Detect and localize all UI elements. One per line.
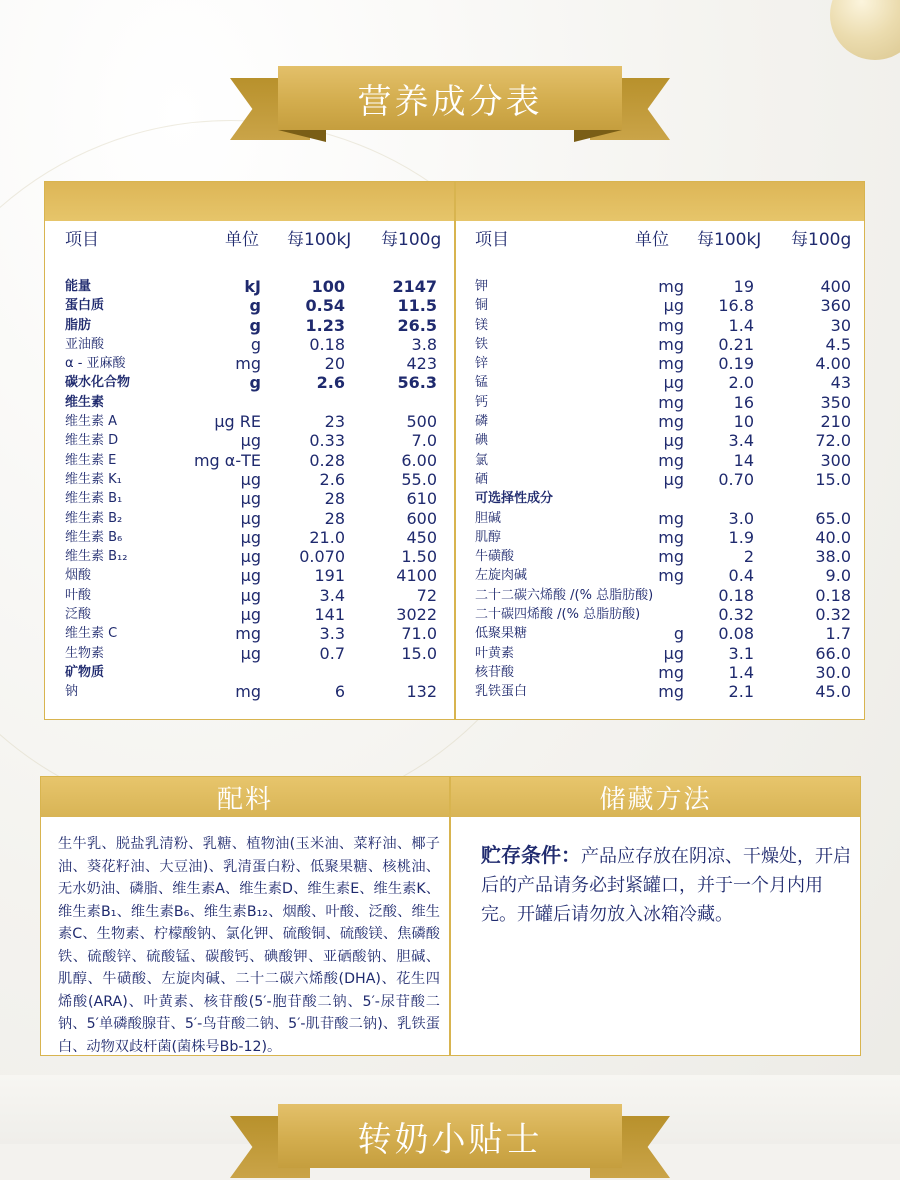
value-per-100g: 11.5 bbox=[397, 296, 437, 316]
value-per-100kj: 2.0 bbox=[728, 373, 754, 393]
nutrient-row bbox=[65, 296, 437, 315]
nutrient-name: α - 亚麻酸 bbox=[65, 356, 126, 372]
nutrient-unit: g bbox=[673, 624, 684, 644]
ingredients-text: 生牛乳、脱盐乳清粉、乳糖、植物油(玉米油、菜籽油、椰子油、葵花籽油、大豆油)、乳清蛋白粉、低聚果糖、核桃油、无水奶油、磷脂、维生素A、维生素D、维生素E、维生素K、维生素B₁、维生素B₆、维生素B₁₂、烟酸、叶酸、泛酸、维生素C、生物素、柠檬酸钠、氯化钾、硫酸铜、硫酸镁、焦磷酸铁、硫酸锌、硫酸锰、碳酸钙、碘酸钾、亚硒酸钠、胆碱、肌醇、牛磺酸、左旋肉碱、二十二碳六烯酸(DHA)、花生四烯酸(ARA)、叶黄素、核苷酸(5′-胞苷酸二钠、5′-尿苷酸二钠、5′单磷酸腺苷、5′-鸟苷酸二钠、5′-肌苷酸二钠)、乳铁蛋白、动物双歧杆菌(菌株号Bb-12)。 bbox=[58, 836, 440, 1055]
nutrient-row bbox=[65, 451, 437, 470]
nutrient-name: 烟酸 bbox=[65, 568, 92, 584]
value-per-100g: 38.0 bbox=[815, 547, 851, 567]
value-per-100g: 4.5 bbox=[825, 334, 851, 354]
nutrient-unit: μg bbox=[240, 566, 261, 586]
nutrient-unit: mg bbox=[658, 334, 684, 354]
value-per-100kj: 100 bbox=[311, 277, 345, 296]
value-per-100kj: 16 bbox=[733, 392, 754, 412]
value-per-100kj: 0.4 bbox=[728, 566, 754, 586]
header-unit: 单位 bbox=[225, 230, 259, 250]
nutrient-row bbox=[475, 643, 851, 663]
value-per-100kj: 6 bbox=[334, 682, 345, 702]
value-per-100g: 4.00 bbox=[815, 354, 851, 374]
value-per-100kj: 0.070 bbox=[299, 547, 345, 567]
nutrition-left-rows bbox=[65, 277, 437, 702]
nutrient-unit: μg bbox=[663, 469, 684, 489]
nutrient-unit: mg bbox=[658, 682, 684, 702]
nutrient-name: 蛋白质 bbox=[65, 298, 105, 314]
value-per-100kj: 0.70 bbox=[718, 469, 754, 489]
nutrient-name: 可选择性成分 bbox=[475, 491, 554, 507]
value-per-100kj: 3.4 bbox=[319, 585, 345, 605]
value-per-100g: 66.0 bbox=[815, 643, 851, 663]
nutrient-row bbox=[475, 527, 851, 547]
value-per-100kj: 3.1 bbox=[728, 643, 754, 663]
nutrient-row bbox=[475, 624, 851, 644]
header-per-100g: 每100g bbox=[791, 230, 852, 250]
value-per-100g: 610 bbox=[406, 489, 437, 509]
value-per-100g: 500 bbox=[406, 412, 437, 432]
nutrient-unit: mg bbox=[235, 354, 261, 374]
value-per-100g: 600 bbox=[406, 508, 437, 528]
storage-title: 储藏方法 bbox=[451, 777, 860, 817]
nutrient-unit: mg α-TE bbox=[193, 450, 261, 470]
value-per-100kj: 0.08 bbox=[718, 624, 754, 644]
value-per-100g: 6.00 bbox=[401, 450, 437, 470]
value-per-100g: 1.7 bbox=[825, 624, 851, 644]
value-per-100g: 72.0 bbox=[815, 431, 851, 451]
nutrient-row bbox=[475, 315, 851, 335]
value-per-100g: 423 bbox=[406, 354, 437, 374]
column-divider bbox=[454, 182, 456, 719]
header-per-100kj: 每100kJ bbox=[697, 230, 762, 250]
value-per-100g: 43 bbox=[830, 373, 851, 393]
nutrient-unit: μg bbox=[240, 527, 261, 547]
nutrient-row bbox=[65, 316, 437, 335]
value-per-100g: 400 bbox=[820, 277, 851, 296]
nutrient-unit: mg bbox=[658, 277, 684, 296]
nutrient-name: 铁 bbox=[475, 336, 489, 352]
nutrient-name: 维生素 E bbox=[65, 452, 117, 468]
nutrient-unit: μg bbox=[663, 373, 684, 393]
nutrient-row bbox=[65, 644, 437, 663]
nutrient-row bbox=[475, 450, 851, 470]
tips-title: 转奶小贴士 bbox=[278, 1104, 622, 1168]
value-per-100kj: 0.21 bbox=[718, 334, 754, 354]
nutrient-row bbox=[65, 624, 437, 643]
value-per-100g: 1.50 bbox=[401, 547, 437, 567]
nutrient-row bbox=[65, 470, 437, 489]
nutrient-row bbox=[65, 431, 437, 450]
nutrient-row bbox=[475, 489, 847, 508]
value-per-100kj: 23 bbox=[324, 412, 345, 432]
nutrient-unit: μg bbox=[663, 296, 684, 316]
ingredients-storage-panel bbox=[40, 776, 861, 1056]
nutrient-row bbox=[65, 509, 437, 528]
nutrient-name: 硒 bbox=[475, 471, 489, 487]
nutrient-unit: mg bbox=[235, 682, 261, 702]
value-per-100g: 9.0 bbox=[825, 566, 851, 586]
nutrient-unit: mg bbox=[658, 315, 684, 335]
nutrient-unit: μg RE bbox=[214, 412, 261, 432]
value-per-100g: 3.8 bbox=[411, 334, 437, 354]
nutrient-name: 矿物质 bbox=[65, 664, 105, 680]
nutrient-unit: g bbox=[249, 296, 261, 316]
value-per-100kj: 0.7 bbox=[319, 643, 345, 663]
value-per-100kj: 0.33 bbox=[309, 431, 345, 451]
nutrient-row bbox=[65, 335, 437, 354]
value-per-100kj: 1.23 bbox=[305, 315, 345, 335]
nutrient-unit: g bbox=[249, 315, 261, 335]
nutrient-row bbox=[475, 412, 851, 432]
nutrient-row bbox=[475, 566, 851, 586]
header-per-100kj: 每100kJ bbox=[287, 230, 352, 250]
nutrient-name: 锌 bbox=[475, 356, 489, 372]
nutrient-name: 锰 bbox=[475, 375, 489, 391]
value-per-100kj: 3.0 bbox=[728, 508, 754, 528]
value-per-100g: 72 bbox=[416, 585, 437, 605]
nutrient-name: 左旋肉碱 bbox=[475, 568, 528, 584]
nutrient-unit: μg bbox=[240, 585, 261, 605]
nutrient-unit: mg bbox=[658, 527, 684, 547]
value-per-100kj: 0.18 bbox=[309, 334, 345, 354]
value-per-100kj: 0.54 bbox=[305, 296, 345, 316]
value-per-100g: 2147 bbox=[392, 277, 437, 296]
header-item: 项目 bbox=[65, 230, 99, 250]
nutrient-name: 维生素 B₁₂ bbox=[65, 549, 128, 565]
nutrient-unit: mg bbox=[658, 508, 684, 528]
value-per-100g: 0.18 bbox=[815, 585, 851, 605]
value-per-100g: 450 bbox=[406, 527, 437, 547]
nutrient-row bbox=[65, 528, 437, 547]
nutrient-unit: kJ bbox=[244, 277, 261, 296]
value-per-100g: 300 bbox=[820, 450, 851, 470]
nutrient-row bbox=[65, 354, 437, 373]
nutrient-unit: μg bbox=[240, 547, 261, 567]
nutrient-name: 乳铁蛋白 bbox=[475, 684, 528, 700]
value-per-100kj: 0.18 bbox=[718, 585, 754, 605]
storage-text: 产品应存放在阴凉、干燥处，开启后的产品请务必封紧罐口，并于一个月内用完。开罐后请勿放入冰箱冷藏。 bbox=[481, 846, 851, 925]
storage-label: 贮存条件： bbox=[481, 843, 581, 867]
value-per-100kj: 10 bbox=[733, 412, 754, 432]
nutrient-name: 能量 bbox=[65, 279, 92, 294]
nutrient-name: 牛磺酸 bbox=[475, 549, 515, 565]
nutrient-row bbox=[65, 682, 437, 701]
nutrition-table bbox=[44, 181, 865, 720]
value-per-100kj: 141 bbox=[314, 605, 345, 625]
nutrient-name: 钙 bbox=[475, 394, 489, 410]
value-per-100kj: 14 bbox=[733, 450, 754, 470]
nutrient-unit: mg bbox=[658, 450, 684, 470]
value-per-100kj: 2.6 bbox=[319, 469, 345, 489]
nutrient-row bbox=[65, 373, 437, 392]
value-per-100kj: 0.32 bbox=[718, 605, 754, 625]
value-per-100kj: 1.4 bbox=[728, 315, 754, 335]
nutrient-unit: mg bbox=[658, 412, 684, 432]
nutrient-row bbox=[475, 605, 851, 625]
nutrient-name: 亚油酸 bbox=[65, 336, 105, 352]
nutrient-name: 维生素 C bbox=[65, 626, 118, 642]
value-per-100g: 30.0 bbox=[815, 662, 851, 682]
nutrient-row bbox=[475, 662, 851, 682]
value-per-100g: 3022 bbox=[396, 605, 437, 625]
value-per-100g: 0.32 bbox=[815, 605, 851, 625]
nutrient-name: 叶黄素 bbox=[475, 645, 515, 661]
value-per-100kj: 2.1 bbox=[728, 682, 754, 702]
value-per-100kj: 21.0 bbox=[309, 527, 345, 547]
value-per-100g: 210 bbox=[820, 412, 851, 432]
value-per-100kj: 28 bbox=[324, 508, 345, 528]
value-per-100g: 4100 bbox=[396, 566, 437, 586]
value-per-100kj: 2.6 bbox=[316, 373, 345, 393]
value-per-100kj: 3.3 bbox=[319, 624, 345, 644]
nutrient-name: 二十二碳六烯酸 /(% 总脂肪酸) bbox=[475, 587, 654, 603]
value-per-100g: 55.0 bbox=[401, 469, 437, 489]
nutrient-unit: μg bbox=[663, 431, 684, 451]
value-per-100kj: 3.4 bbox=[728, 431, 754, 451]
header-item: 项目 bbox=[475, 230, 509, 250]
value-per-100kj: 19 bbox=[733, 277, 754, 296]
nutrient-name: 泛酸 bbox=[65, 607, 92, 623]
nutrient-row bbox=[65, 663, 437, 682]
nutrient-row bbox=[65, 412, 437, 431]
nutrient-unit: mg bbox=[658, 547, 684, 567]
value-per-100g: 71.0 bbox=[401, 624, 437, 644]
nutrient-row bbox=[475, 392, 851, 412]
nutrient-unit: mg bbox=[235, 624, 261, 644]
value-per-100kj: 2 bbox=[743, 547, 754, 567]
value-per-100kj: 16.8 bbox=[718, 296, 754, 316]
nutrient-row bbox=[65, 586, 437, 605]
nutrient-name: 叶酸 bbox=[65, 587, 92, 603]
section-title: 营养成分表 bbox=[278, 66, 622, 130]
nutrient-unit: μg bbox=[240, 605, 261, 625]
value-per-100g: 15.0 bbox=[401, 643, 437, 663]
nutrient-row bbox=[475, 354, 851, 374]
nutrient-row bbox=[65, 393, 437, 412]
nutrient-unit: mg bbox=[658, 662, 684, 682]
nutrient-name: 脂肪 bbox=[65, 317, 92, 333]
tips-ribbon bbox=[230, 1104, 670, 1180]
nutrient-name: 碳水化合物 bbox=[65, 375, 131, 391]
nutrient-name: 肌醇 bbox=[475, 529, 502, 545]
nutrient-unit: μg bbox=[240, 431, 261, 451]
value-per-100g: 360 bbox=[820, 296, 851, 316]
value-per-100g: 56.3 bbox=[397, 373, 437, 393]
value-per-100g: 30 bbox=[830, 315, 851, 335]
nutrient-name: 钠 bbox=[65, 684, 79, 700]
nutrient-row bbox=[475, 682, 851, 702]
nutrient-name: 二十碳四烯酸 /(% 总脂肪酸) bbox=[475, 607, 641, 623]
nutrient-name: 氯 bbox=[475, 452, 489, 468]
nutrient-row bbox=[65, 489, 437, 508]
nutrient-unit: μg bbox=[240, 508, 261, 528]
nutrient-name: 胆碱 bbox=[475, 510, 502, 526]
nutrient-name: 镁 bbox=[475, 317, 489, 333]
ingredients-title: 配料 bbox=[41, 777, 449, 817]
nutrient-unit: g bbox=[249, 373, 261, 393]
nutrient-row bbox=[475, 431, 851, 451]
nutrient-name: 维生素 bbox=[65, 394, 105, 410]
value-per-100kj: 28 bbox=[324, 489, 345, 509]
nutrient-name: 碘 bbox=[475, 433, 489, 449]
nutrient-row bbox=[475, 373, 851, 393]
header-unit: 单位 bbox=[635, 230, 669, 250]
nutrient-name: 钾 bbox=[475, 279, 489, 294]
nutrient-name: 生物素 bbox=[65, 645, 105, 661]
header-per-100g: 每100g bbox=[381, 230, 442, 250]
value-per-100g: 350 bbox=[820, 392, 851, 412]
nutrition-right-rows bbox=[475, 277, 851, 702]
nutrient-name: 低聚果糖 bbox=[475, 626, 528, 642]
value-per-100kj: 1.4 bbox=[728, 662, 754, 682]
value-per-100kj: 20 bbox=[324, 354, 345, 374]
nutrient-unit: μg bbox=[240, 643, 261, 663]
nutrient-row bbox=[475, 508, 851, 528]
nutrient-name: 磷 bbox=[475, 414, 489, 430]
nutrient-name: 维生素 B₁ bbox=[65, 491, 123, 507]
storage-text-block bbox=[481, 841, 851, 929]
nutrient-unit: μg bbox=[240, 469, 261, 489]
nutrient-name: 维生素 D bbox=[65, 433, 119, 449]
value-per-100g: 26.5 bbox=[397, 315, 437, 335]
nutrient-name: 铜 bbox=[475, 298, 489, 314]
nutrient-row bbox=[475, 296, 851, 316]
nutrient-name: 维生素 K₁ bbox=[65, 471, 122, 487]
value-per-100kj: 1.9 bbox=[728, 527, 754, 547]
value-per-100g: 65.0 bbox=[815, 508, 851, 528]
nutrient-row bbox=[475, 334, 851, 354]
nutrient-name: 维生素 A bbox=[65, 414, 118, 430]
nutrient-unit: g bbox=[250, 334, 261, 354]
nutrient-name: 核苷酸 bbox=[475, 664, 515, 680]
nutrient-name: 维生素 B₂ bbox=[65, 510, 123, 526]
value-per-100kj: 0.28 bbox=[309, 450, 345, 470]
value-per-100g: 45.0 bbox=[815, 682, 851, 702]
nutrient-unit: μg bbox=[663, 643, 684, 663]
title-ribbon bbox=[230, 66, 670, 142]
nutrient-row bbox=[475, 585, 851, 605]
nutrient-row bbox=[475, 547, 851, 567]
value-per-100g: 7.0 bbox=[411, 431, 437, 451]
nutrient-row bbox=[65, 277, 437, 296]
nutrient-row bbox=[475, 469, 851, 489]
nutrient-name: 维生素 B₆ bbox=[65, 529, 123, 545]
nutrient-row bbox=[65, 605, 437, 624]
nutrient-unit: μg bbox=[240, 489, 261, 509]
value-per-100kj: 191 bbox=[314, 566, 345, 586]
value-per-100g: 15.0 bbox=[815, 469, 851, 489]
nutrient-row bbox=[65, 566, 437, 585]
panel-divider bbox=[449, 777, 451, 1055]
nutrient-row bbox=[475, 277, 851, 296]
value-per-100g: 40.0 bbox=[815, 527, 851, 547]
nutrient-unit: mg bbox=[658, 392, 684, 412]
nutrient-unit: mg bbox=[658, 566, 684, 586]
value-per-100g: 132 bbox=[406, 682, 437, 702]
nutrient-unit: mg bbox=[658, 354, 684, 374]
nutrient-row bbox=[65, 547, 437, 566]
value-per-100kj: 0.19 bbox=[718, 354, 754, 374]
